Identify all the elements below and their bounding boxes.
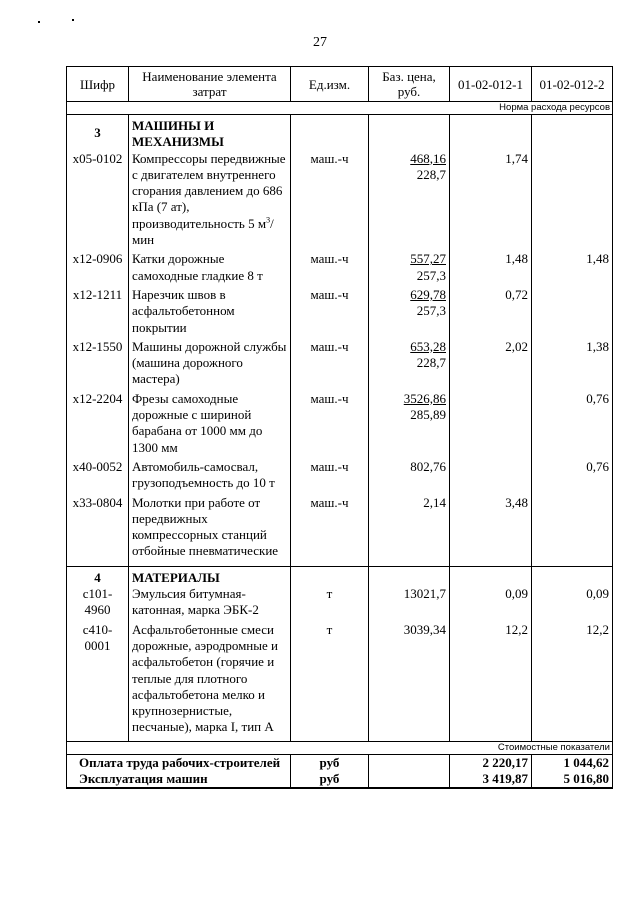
item-col1: 0,72 — [450, 287, 532, 339]
total-col1: 3 419,87 — [450, 771, 532, 788]
item-col1: 1,74 — [450, 151, 532, 252]
item-name — [129, 622, 291, 742]
item-price-wage: 285,89 — [410, 407, 446, 423]
item-price — [369, 391, 450, 459]
band-cost: Стоимостные показатели — [67, 741, 613, 754]
item-price-base: 557,27 — [410, 251, 446, 267]
item-price-base: 3039,34 — [403, 621, 446, 637]
empty-cell — [450, 115, 532, 151]
item-name — [129, 586, 291, 622]
item-unit: маш.-ч — [291, 459, 369, 495]
item-col2: 0,76 — [532, 391, 613, 459]
item-unit: маш.-ч — [291, 287, 369, 339]
item-unit: маш.-ч — [291, 391, 369, 459]
page-number: 27 — [313, 35, 327, 50]
item-name — [129, 339, 291, 391]
item-code: х05-0102 — [67, 151, 129, 252]
table-row — [67, 622, 613, 742]
empty-cell — [450, 566, 532, 586]
total-col2: 1 044,62 — [532, 754, 613, 771]
item-price — [369, 339, 450, 391]
item-price-base: 13021,7 — [403, 586, 446, 602]
item-name-text: Компрессоры передвижные с двигателем внутреннего сгорания давлением до 686 кПа (7 ат), производительность 5 м — [132, 150, 286, 231]
item-col2: 0,09 — [532, 586, 613, 622]
item-name — [129, 287, 291, 339]
empty-cell — [532, 566, 613, 586]
scan-speck — [72, 19, 74, 21]
item-unit: т — [291, 586, 369, 622]
empty-cell — [369, 566, 450, 586]
item-col1 — [450, 391, 532, 459]
table-row — [67, 251, 613, 287]
item-col1 — [450, 459, 532, 495]
total-label: Эксплуатация машин — [67, 771, 291, 788]
item-col2: 1,48 — [532, 251, 613, 287]
item-price — [369, 622, 450, 742]
total-col2: 5 016,80 — [532, 771, 613, 788]
item-code: х40-0052 — [67, 459, 129, 495]
item-unit: т — [291, 622, 369, 742]
item-price — [369, 251, 450, 287]
section-header — [67, 115, 613, 151]
band-norm: Норма расхода ресурсов — [67, 102, 613, 115]
table-row — [67, 339, 613, 391]
item-unit: маш.-ч — [291, 251, 369, 287]
item-name-text: Катки дорожные самоходные гладкие 8 т — [132, 251, 263, 283]
section-title: МАШИНЫ И МЕХАНИЗМЫ — [129, 115, 291, 151]
item-price-wage: 228,7 — [416, 166, 446, 182]
item-code: х12-1550 — [67, 339, 129, 391]
total-row — [67, 771, 613, 788]
item-price-base: 2,14 — [423, 494, 446, 510]
item-price-base: 468,16 — [410, 150, 446, 166]
item-col2 — [532, 151, 613, 252]
item-col2: 0,76 — [532, 459, 613, 495]
item-code: х12-2204 — [67, 391, 129, 459]
item-price — [369, 586, 450, 622]
header-code: Шифр — [67, 67, 129, 102]
item-unit: маш.-ч — [291, 495, 369, 567]
table-row — [67, 459, 613, 495]
item-name-text: Асфальтобетонные смеси дорожные, аэродромные и асфальтобетон (горячие и теплые для плотного асфальтобетона мелко и крупнозернистые, песчаные), марка I, тип А — [132, 621, 278, 735]
item-unit: маш.-ч — [291, 151, 369, 252]
item-code: х12-1211 — [67, 287, 129, 339]
item-code: с101-4960 — [67, 586, 129, 622]
table-row — [67, 151, 613, 252]
item-name-tail: /мин — [132, 215, 274, 248]
item-col1: 3,48 — [450, 495, 532, 567]
header-price: Баз. цена, руб. — [369, 67, 450, 102]
table-row — [67, 287, 613, 339]
item-code: с410-0001 — [67, 622, 129, 742]
item-price-wage: 257,3 — [416, 267, 446, 283]
item-col2: 1,38 — [532, 339, 613, 391]
header-name: Наименование элемента затрат — [129, 67, 291, 102]
item-name — [129, 391, 291, 459]
item-col1: 12,2 — [450, 622, 532, 742]
item-name-text: Автомобиль-самосвал, грузоподъемность до 10 т — [132, 458, 275, 491]
item-col1: 0,09 — [450, 586, 532, 622]
item-name — [129, 151, 291, 252]
item-price-wage: 257,3 — [416, 303, 446, 319]
item-price-base: 653,28 — [410, 338, 446, 354]
item-unit: маш.-ч — [291, 339, 369, 391]
resource-table — [66, 66, 613, 789]
item-name-text: Фрезы самоходные дорожные с шириной барабана от 1000 мм до 1300 мм — [132, 390, 263, 455]
total-row — [67, 754, 613, 771]
header-col2: 01-02-012-2 — [532, 67, 613, 102]
section-number: 4 — [67, 566, 129, 586]
item-code: х12-0906 — [67, 251, 129, 287]
item-col2: 12,2 — [532, 622, 613, 742]
total-unit: руб — [291, 771, 369, 788]
item-name — [129, 495, 291, 567]
table-row — [67, 495, 613, 567]
item-col1: 2,02 — [450, 339, 532, 391]
item-price — [369, 287, 450, 339]
header-col1: 01-02-012-1 — [450, 67, 532, 102]
item-code: х33-0804 — [67, 495, 129, 567]
item-col1: 1,48 — [450, 251, 532, 287]
item-price — [369, 151, 450, 252]
section-number: 3 — [67, 115, 129, 151]
header-unit: Ед.изм. — [291, 67, 369, 102]
item-name-text: Молотки при работе от передвижных компрессорных станций отбойные пневматические — [132, 494, 279, 559]
total-label: Оплата труда рабочих-строителей — [67, 754, 291, 771]
empty-cell — [532, 115, 613, 151]
table-row — [67, 391, 613, 459]
item-price — [369, 459, 450, 495]
item-name-text: Машины дорожной службы (машина дорожного мастера) — [132, 338, 287, 387]
item-name — [129, 251, 291, 287]
section-title: МАТЕРИАЛЫ — [129, 566, 291, 586]
item-price-base: 3526,86 — [403, 390, 446, 406]
item-col2 — [532, 495, 613, 567]
total-col1: 2 220,17 — [450, 754, 532, 771]
item-price-wage: 228,7 — [416, 355, 446, 371]
table-row — [67, 586, 613, 622]
item-name-sup: 3 — [266, 215, 271, 225]
empty-cell — [369, 115, 450, 151]
scan-speck — [38, 21, 40, 23]
item-name — [129, 459, 291, 495]
item-price-base: 629,78 — [410, 286, 446, 302]
total-unit: руб — [291, 754, 369, 771]
item-price-base: 802,76 — [410, 458, 446, 474]
section-header — [67, 566, 613, 586]
item-price — [369, 495, 450, 567]
empty-cell — [291, 566, 369, 586]
item-name-text: Нарезчик швов в асфальтобетонном покрытии — [132, 286, 235, 335]
empty-cell — [291, 115, 369, 151]
item-col2 — [532, 287, 613, 339]
table-header — [67, 67, 613, 102]
item-name-text: Эмульсия битумная-катонная, марка ЭБК-2 — [132, 586, 259, 618]
